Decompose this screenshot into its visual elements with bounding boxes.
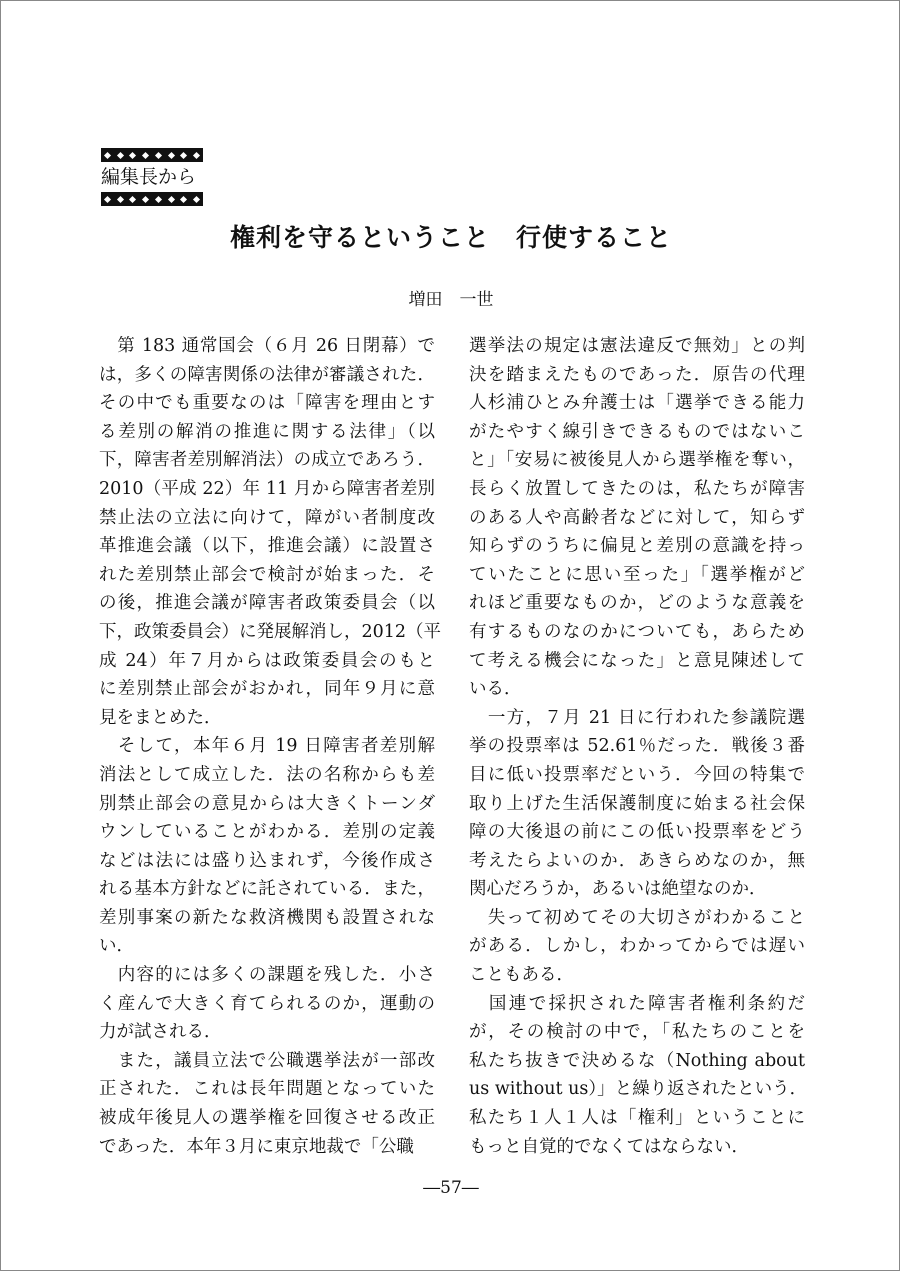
body-text-line: 2010（平成 22）年 11 月から障害者差別	[99, 478, 435, 499]
body-text-line: こともある．	[469, 965, 574, 986]
body-text-line: れた差別禁止部会で検討が始まった．そ	[99, 564, 435, 585]
body-text-line: は，多くの障害関係の法律が審議された．	[99, 364, 435, 385]
body-text-line: 内容的には多くの課題を残した．小さ	[99, 965, 435, 986]
body-text-line: 選挙法の規定は憲法違反で無効」との判	[469, 336, 805, 356]
article-author: 増田 一世	[408, 290, 494, 310]
body-text-line: に差別禁止部会がおかれ，同年９月に意	[99, 679, 435, 700]
body-text-line: が，その検討の中で，「私たちのことを	[469, 1022, 805, 1043]
body-text-line: く産んで大きく育てられるのか，運動の	[99, 993, 435, 1014]
body-text-line: い．	[99, 936, 134, 957]
body-text-line: ウンしていることがわかる．差別の定義	[99, 822, 435, 843]
body-text-line: 国連で採択された障害者権利条約だ	[469, 993, 805, 1014]
body-column-right	[469, 332, 808, 1161]
body-text-line: 目に低い投票率だという．今回の特集で	[469, 764, 805, 785]
body-text-line: もっと自覚的でなくてはならない．	[469, 1136, 749, 1157]
body-column-left	[99, 332, 442, 1161]
body-text-line: 別禁止部会の意見からは大きくトーンダ	[99, 793, 435, 814]
body-text-line: の後，推進会議が障害者政策委員会（以	[99, 593, 435, 614]
ornament-border-bottom	[101, 192, 203, 206]
ornament-border-top	[101, 148, 203, 162]
body-text-line: 革推進会議（以下，推進会議）に設置さ	[99, 536, 435, 557]
body-text-line: ていたことに思い至った」「選挙権がど	[469, 564, 805, 585]
body-text-line: その中でも重要なのは「障害を理由とす	[99, 393, 435, 414]
article-title: 権利を守るということ 行使すること	[229, 223, 672, 252]
body-text-line: 知らずのうちに偏見と差別の意識を持っ	[469, 536, 805, 557]
page-number: ―57―	[423, 1178, 479, 1198]
body-text-line: 人杉浦ひとみ弁護士は「選挙できる能力	[469, 393, 805, 414]
body-text-line: 力が試される．	[99, 1022, 222, 1043]
body-text-line: 第 183 通常国会（６月 26 日閉幕）で	[99, 336, 435, 356]
body-text-line: 下，政策委員会）に発展解消し，2012（平	[99, 621, 442, 642]
section-label-block	[101, 148, 203, 206]
body-text-line: のある人や高齢者などに対して，知らず	[469, 507, 805, 528]
body-text-line: 私たち１人１人は「権利」ということに	[469, 1108, 805, 1129]
body-text-line: れほど重要なものか，どのような意義を	[469, 593, 805, 614]
body-text-line: 挙の投票率は 52.61％だった．戦後３番	[469, 736, 805, 757]
body-text-line: であった．本年３月に東京地裁で「公職	[99, 1136, 414, 1157]
body-text-line: そして，本年６月 19 日障害者差別解	[99, 736, 435, 757]
body-text-line: て考える機会になった」と意見陳述して	[469, 650, 805, 671]
body-text-line: などは法には盛り込まれず，今後作成さ	[99, 850, 435, 871]
body-text-line: 差別事案の新たな救済機関も設置されな	[99, 907, 435, 928]
body-text-line: 正された．これは長年問題となっていた	[99, 1079, 435, 1100]
body-text-line: 決を踏まえたものであった．原告の代理	[469, 364, 805, 385]
body-text-line: 考えたらよいのか．あきらめなのか，無	[469, 850, 805, 871]
body-text-line: 障の大後退の前にこの低い投票率をどう	[469, 822, 805, 843]
section-label: 編集長から	[101, 166, 197, 188]
body-text-line: 成 24）年７月からは政策委員会のもと	[99, 650, 435, 671]
body-text-line: る差別の解消の推進に関する法律」（以	[99, 421, 435, 442]
body-text-line: いる．	[469, 679, 522, 700]
body-text-line: 下，障害者差別解消法）の成立であろう．	[99, 450, 435, 471]
body-text-line: 関心だろうか，あるいは絶望なのか．	[469, 879, 767, 900]
body-text-line: 被成年後見人の選挙権を回復させる改正	[99, 1108, 435, 1129]
body-text-line: 禁止法の立法に向けて，障がい者制度改	[99, 507, 435, 528]
body-text-line: us without us）」と繰り返されたという．	[469, 1079, 808, 1100]
body-text-line: また，議員立法で公職選挙法が一部改	[99, 1050, 435, 1071]
body-text-line: 取り上げた生活保護制度に始まる社会保	[469, 793, 805, 814]
body-text-line: 長らく放置してきたのは，私たちが障害	[469, 478, 805, 499]
body-text-line: がある．しかし，わかってからでは遅い	[469, 936, 805, 957]
body-text-line: 見をまとめた．	[99, 707, 222, 728]
body-text-line: 消法として成立した．法の名称からも差	[99, 764, 435, 785]
body-text-line: がたやすく線引きできるものではないこ	[469, 421, 805, 442]
body-text-line: と」「安易に被後見人から選挙権を奪い，	[469, 450, 805, 471]
body-text-line: 有するものなのかについても，あらため	[469, 621, 805, 642]
body-text-line: 一方，７月 21 日に行われた参議院選	[469, 707, 805, 728]
body-text-line: れる基本方針などに託されている．また，	[99, 879, 435, 900]
body-text-line: 失って初めてその大切さがわかること	[469, 907, 805, 928]
body-text-line: 私たち抜きで決めるな（Nothing about	[469, 1050, 805, 1071]
